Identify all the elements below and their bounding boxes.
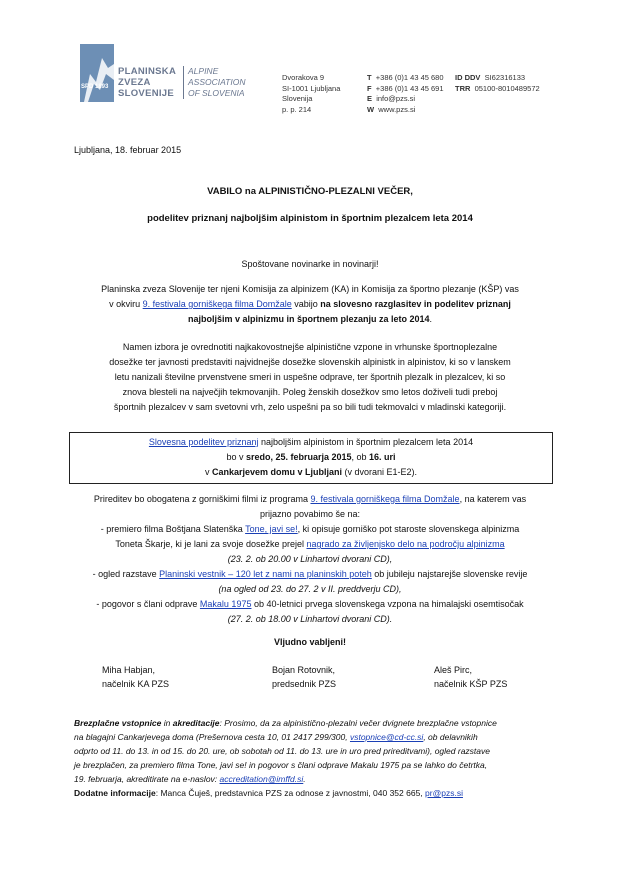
logo-mountain-icon bbox=[80, 44, 114, 102]
film-link[interactable]: Tone, javi se! bbox=[245, 524, 298, 534]
title-awards: podelitev priznanj najboljšim alpinistom in športnim plezalcem leta 2014 bbox=[147, 213, 473, 224]
signature-pzs: Bojan Rotovnik, predsednik PZS bbox=[272, 665, 337, 689]
pr-email-link[interactable]: pr@pzs.si bbox=[425, 788, 463, 798]
event-details-box: Slovesna podelitev priznanj najboljšim alpinistom in športnim plezalcem leta 2014 bo v sredo, 25. februarja 2015, ob 16. uri v Cankarjevem domu v Ljubljani (v dvorani E1-E2). bbox=[69, 432, 553, 484]
title-invitation: VABILO na ALPINISTIČNO-PLEZALNI VEČER, bbox=[207, 186, 413, 197]
festival-link-2[interactable]: 9. festivala gorniškega filma Domžale bbox=[310, 494, 460, 504]
makalu-link[interactable]: Makalu 1975 bbox=[199, 599, 252, 609]
purpose-paragraph: Namen izbora je ovrednotiti najkakovostnejše alpinistične vzpone in vrhunske športnoplezalne dosežke ter javnosti predstaviti najvidnejše dosežke slovenskih alpinistk in alpinistov, ki so v lanskem letu nanizali številne prvenstvene smeri in uspešne odprave, ter športnih plezalk in plezalcev, ki so znova blesteli na največjih tekmovanjih. Poleg ženskih dosežkov smo letos doživeli tudi preboj športnih plezalcev v sam svetovni vrh, zelo uspešni pa so bili tudi tekmovalci v mladinski kategoriji. bbox=[109, 342, 511, 412]
letterhead-contact: T +386 (0)1 43 45 680 F +386 (0)1 43 45 691 E info@pzs.si W www.pzs.si bbox=[367, 73, 444, 114]
program-paragraph: Prireditev bo obogatena z gorniškimi filmi iz programa 9. festivala gorniškega filma Domžale, na katerem vas prijazno povabimo še na: - premiero filma Boštjana Slatenška Tone, javi se!, ki opisuje gorniško pot staroste slovenskega alpinizma Toneta Škarje, ki je lani za svoje dosežke prejel nagrado za življenjsko delo na področju alpinizma (23. 2. ob 20.00 v Linhartovi dvorani CD), - ogled razstave Planinski vestnik – 120 let z nami na planinskih poteh ob jubileju najstarejše slovenske revije (na ogled od 23. do 27. 2 v II. preddverju CD), - pogovor s člani odprave Makalu 1975 ob 40-letnici prvega slovenskega vzpona na himalajski osemtisočak (27. 2. ob 18.00 v Linhartovi dvorani CD). bbox=[92, 494, 528, 624]
letterhead-address: Dvorakova 9 SI-1001 Ljubljana Slovenija p. p. 214 bbox=[282, 73, 341, 114]
award-link[interactable]: nagrado za življenjsko delo na področju alpinizma bbox=[306, 539, 505, 549]
signature-ka: Miha Habjan, načelnik KA PZS bbox=[102, 665, 170, 689]
document-date: Ljubljana, 18. februar 2015 bbox=[74, 145, 182, 155]
intro-paragraph: Planinska zveza Slovenije ter njeni Komisija za alpinizem (KA) in Komisija za športno plezanje (KŠP) vas v okviru 9. festivala gorniškega filma Domžale vabijo na slovesno razglasitev in podelitev priznanj najboljšim v alpinizmu in športnem plezanju za leto 2014. bbox=[101, 284, 519, 324]
tickets-email-link[interactable]: vstopnice@cd-cc.si bbox=[349, 732, 424, 742]
logo-badge: SPD 1893 bbox=[81, 84, 109, 90]
greeting: Spoštovane novinarke in novinarji! bbox=[241, 259, 379, 269]
accreditation-email-link[interactable]: accreditation@imffd.si bbox=[219, 774, 304, 784]
exhibition-link[interactable]: Planinski vestnik – 120 let z nami na planinskih poteh bbox=[159, 569, 372, 579]
awards-link[interactable]: Slovesna podelitev priznanj bbox=[148, 437, 259, 447]
logo-wordmark: PLANINSKA ZVEZA SLOVENIJE bbox=[118, 66, 177, 99]
logo-english-name: ALPINE ASSOCIATION OF SLOVENIA bbox=[183, 66, 245, 99]
signature-ksp: Aleš Pirc, načelnik KŠP PZS bbox=[434, 665, 508, 689]
footer-notes: Brezplačne vstopnice in akreditacije: Prosimo, da za alpinistično-plezalni večer dvignete brezplačne vstopnice na blagajni Cankarjevega doma (Prešernova cesta 10, 01 2417 299/300, vstopnice@cd-cc.si, ob delavnikih odprto od 11. do 13. in od 15. do 20. ure, ob sobotah od 11. do 13. ure in uro pred prireditvami), ogled razstave je brezplačen, za premiero filma Tone, javi se! in pogovor s člani odprave Makalu 1975 pa se lahko do četrtka, 19. februarja, akreditirate na e-naslov: accreditation@imffd.si. Dodatne informacije: Manca Čuješ, predstavnica PZS za odnose z javnostmi, 040 352 665, pr@pzs.si bbox=[74, 718, 497, 798]
letterhead-ids: ID DDV SI62316133 TRR 05100-8010489572 bbox=[455, 73, 540, 93]
closing: Vljudno vabljeni! bbox=[273, 637, 346, 647]
festival-link[interactable]: 9. festivala gorniškega filma Domžale bbox=[142, 299, 292, 309]
